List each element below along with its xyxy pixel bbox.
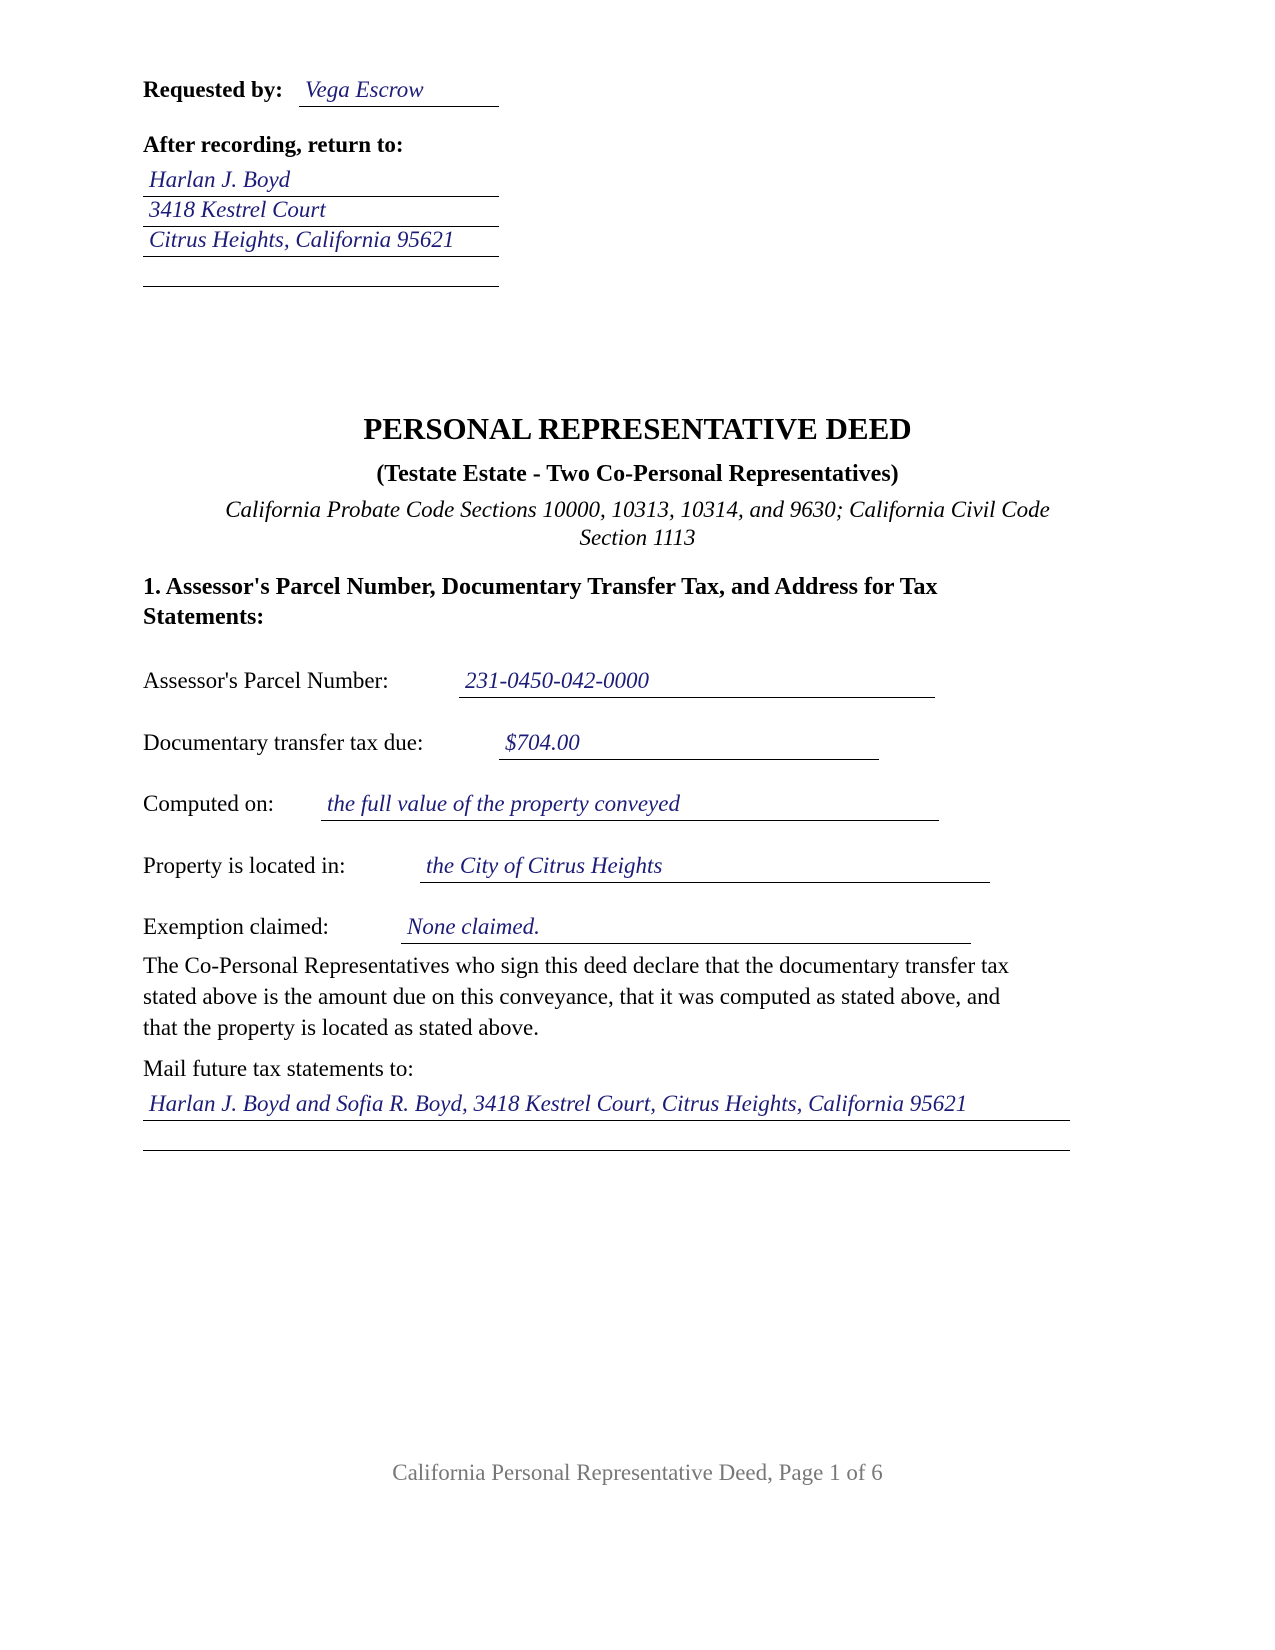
section-1-heading-line-1: 1. Assessor's Parcel Number, Documentary Transfer Tax, and Address for Tax — [143, 574, 938, 600]
tax-due-field[interactable]: $704.00 — [499, 730, 879, 760]
return-to-line-4[interactable] — [143, 257, 499, 287]
exemption-field[interactable]: None claimed. — [401, 914, 971, 944]
deed-subtitle: (Testate Estate - Two Co-Personal Representatives) — [376, 461, 899, 487]
citation-line-2: Section 1113 — [579, 525, 696, 550]
mail-statements-field-line-2[interactable] — [143, 1121, 1070, 1151]
citation-line-1: California Probate Code Sections 10000, 10313, 10314, and 9630; California Civil Code — [225, 497, 1050, 522]
declaration-line-1: The Co-Personal Representatives who sign this deed declare that the documentary transfer tax — [143, 953, 1010, 978]
return-to-line-3[interactable]: Citrus Heights, California 95621 — [143, 227, 499, 257]
return-to-line-2[interactable]: 3418 Kestrel Court — [143, 197, 499, 227]
mail-statements-field[interactable]: Harlan J. Boyd and Sofia R. Boyd, 3418 Kestrel Court, Citrus Heights, California 95621 — [143, 1091, 1070, 1121]
deed-title: PERSONAL REPRESENTATIVE DEED — [363, 411, 912, 446]
return-to-line-1[interactable]: Harlan J. Boyd — [143, 167, 499, 197]
page-footer: California Personal Representative Deed, Page 1 of 6 — [392, 1460, 883, 1485]
declaration-line-3: that the property is located as stated above. — [143, 1015, 539, 1040]
requested-by-label: Requested by: — [143, 77, 283, 102]
requested-by-field[interactable]: Vega Escrow — [299, 77, 499, 107]
apn-label: Assessor's Parcel Number: — [143, 668, 389, 693]
property-located-label: Property is located in: — [143, 853, 346, 878]
property-located-field[interactable]: the City of Citrus Heights — [420, 853, 990, 883]
section-1-heading-line-2: Statements: — [143, 604, 265, 630]
exemption-label: Exemption claimed: — [143, 914, 329, 939]
computed-on-label: Computed on: — [143, 791, 274, 816]
return-to-label: After recording, return to: — [143, 132, 404, 157]
declaration-line-2: stated above is the amount due on this conveyance, that it was computed as stated above, and — [143, 984, 1001, 1009]
apn-field[interactable]: 231-0450-042-0000 — [459, 668, 935, 698]
mail-statements-label: Mail future tax statements to: — [143, 1056, 414, 1081]
tax-due-label: Documentary transfer tax due: — [143, 730, 424, 755]
computed-on-field[interactable]: the full value of the property conveyed — [321, 791, 939, 821]
